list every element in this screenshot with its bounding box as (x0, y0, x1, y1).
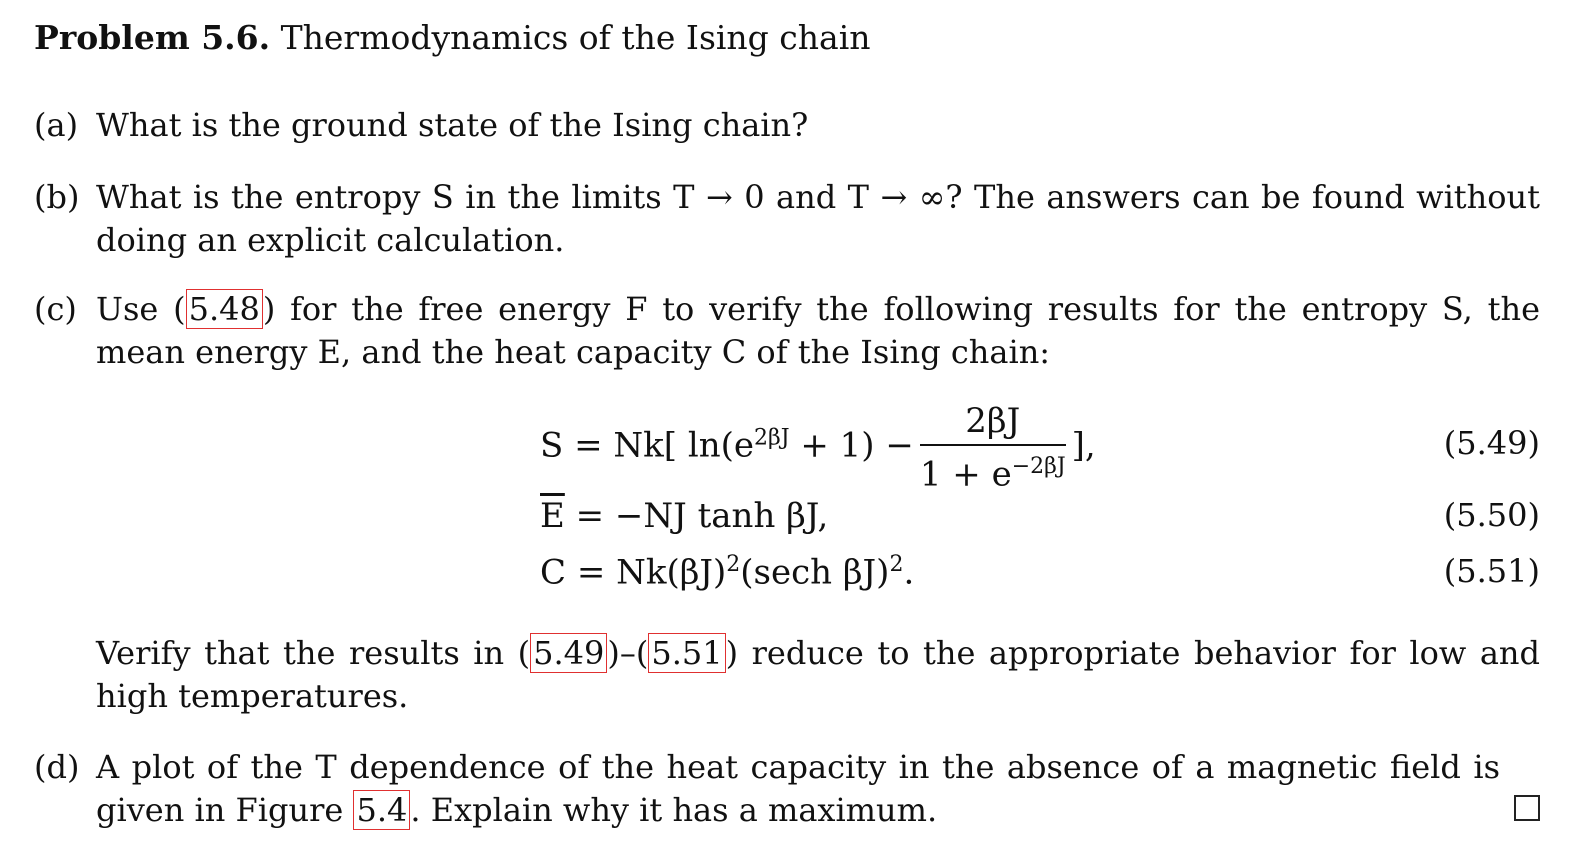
part-c-text: Use (5.48) for the free energy F to verify the following results for the entropy S, the mean energy E, and the heat capacity C of the Ising chain: (96, 290, 1541, 371)
square-icon (1514, 795, 1540, 821)
equation-ref-5-51[interactable]: 5.51 (648, 633, 725, 673)
part-d-label: (d) (34, 748, 80, 786)
part-d (34, 746, 1540, 832)
equation-5-50: $\overline{E} = -NJ$ tanh βJ, (540, 496, 829, 536)
part-c (34, 288, 1540, 374)
part-b-label: (b) (34, 178, 80, 216)
problem-title (34, 14, 871, 62)
equation-block (540, 400, 1540, 600)
problem-heading: Thermodynamics of the Ising chain (280, 18, 871, 57)
part-d-text: A plot of the T dependence of the heat capacity in the absence of a magnetic field is given in Figure 5.4. Explain why it has a maximum. (96, 748, 1500, 829)
problem-number: Problem 5.6. (34, 18, 271, 57)
verify-paragraph: Verify that the results in (5.49)–(5.51) reduce to the appropriate behavior for low and high temperatures. (96, 634, 1541, 715)
equation-number-5-51: (5.51) (1443, 552, 1540, 590)
part-a (34, 104, 1540, 147)
equation-5-49: S = Nk[ $\ln(e^{2\beta J} + 1)$ − $\frac{2\beta J}{1 + e^{-2\beta J}}$ ], (540, 401, 1096, 495)
equation-number-5-49: (5.49) (1443, 424, 1540, 462)
equation-5-51: $C = Nk(\beta J)^2(\sec h$ βJ)$^2$. (540, 552, 915, 593)
equation-ref-5-49[interactable]: 5.49 (530, 633, 607, 673)
part-c-label: (c) (34, 290, 77, 328)
figure-ref-5-4[interactable]: 5.4 (353, 790, 410, 830)
part-b-text: What is the entropy S in the limits T → 0 and T → ∞? The answers can be found without doing an explicit calculation. (96, 178, 1540, 259)
part-a-label: (a) (34, 106, 79, 144)
equation-number-5-50: (5.50) (1443, 496, 1540, 534)
part-b (34, 176, 1540, 262)
equation-ref-5-48[interactable]: 5.48 (186, 289, 263, 329)
fraction: $\frac{2\beta J}{1 + e^{-2\beta J}}$ (919, 401, 1066, 495)
part-a-text: What is the ground state of the Ising chain? (96, 106, 809, 144)
